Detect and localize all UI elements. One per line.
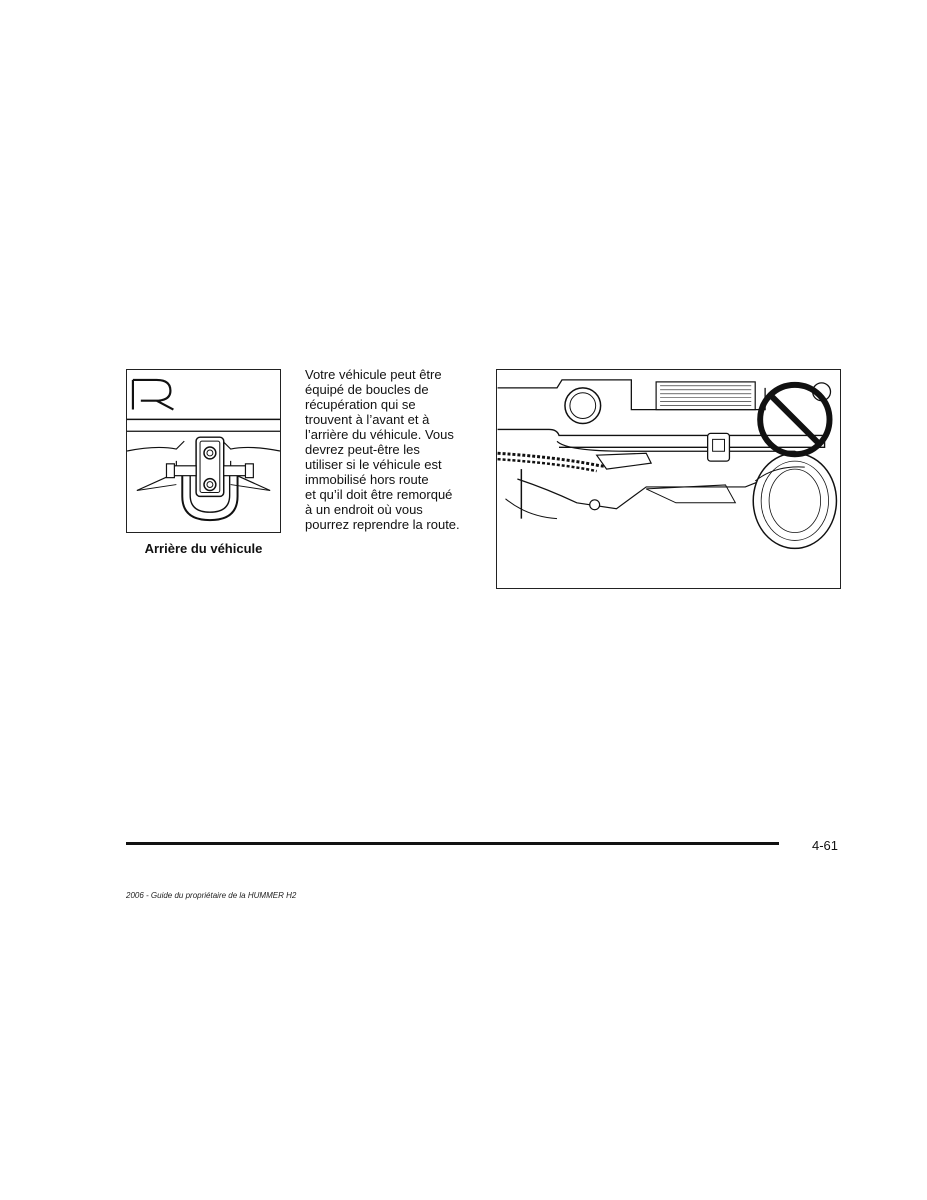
figure-caption: Arrière du véhicule [144,541,263,556]
body-line: équipé de boucles de [305,382,429,397]
rear-recovery-loop-figure [126,369,281,533]
body-line: Votre véhicule peut être [305,367,442,382]
page-number: 4-61 [812,838,839,853]
body-line: et qu’il doit être remorqué [305,487,453,502]
body-line: utiliser si le véhicule est [305,457,442,472]
front-towing-prohibited-icon [497,370,840,588]
footer-rule [126,842,779,845]
body-line: trouvent à l’avant et à [305,412,430,427]
body-line: devrez peut-être les [305,442,420,457]
footer-text: 2006 - Guide du propriétaire de la HUMMER H2 [126,891,297,900]
rear-recovery-loop-icon [127,370,280,532]
body-line: pourrez reprendre la route. [305,517,460,532]
front-towing-figure [496,369,841,589]
body-line: l’arrière du véhicule. Vous [305,427,454,442]
body-line: immobilisé hors route [305,472,429,487]
no-symbol-icon [760,385,829,454]
body-line: récupération qui se [305,397,416,412]
body-paragraph [305,367,485,532]
body-line: à un endroit où vous [305,502,423,517]
